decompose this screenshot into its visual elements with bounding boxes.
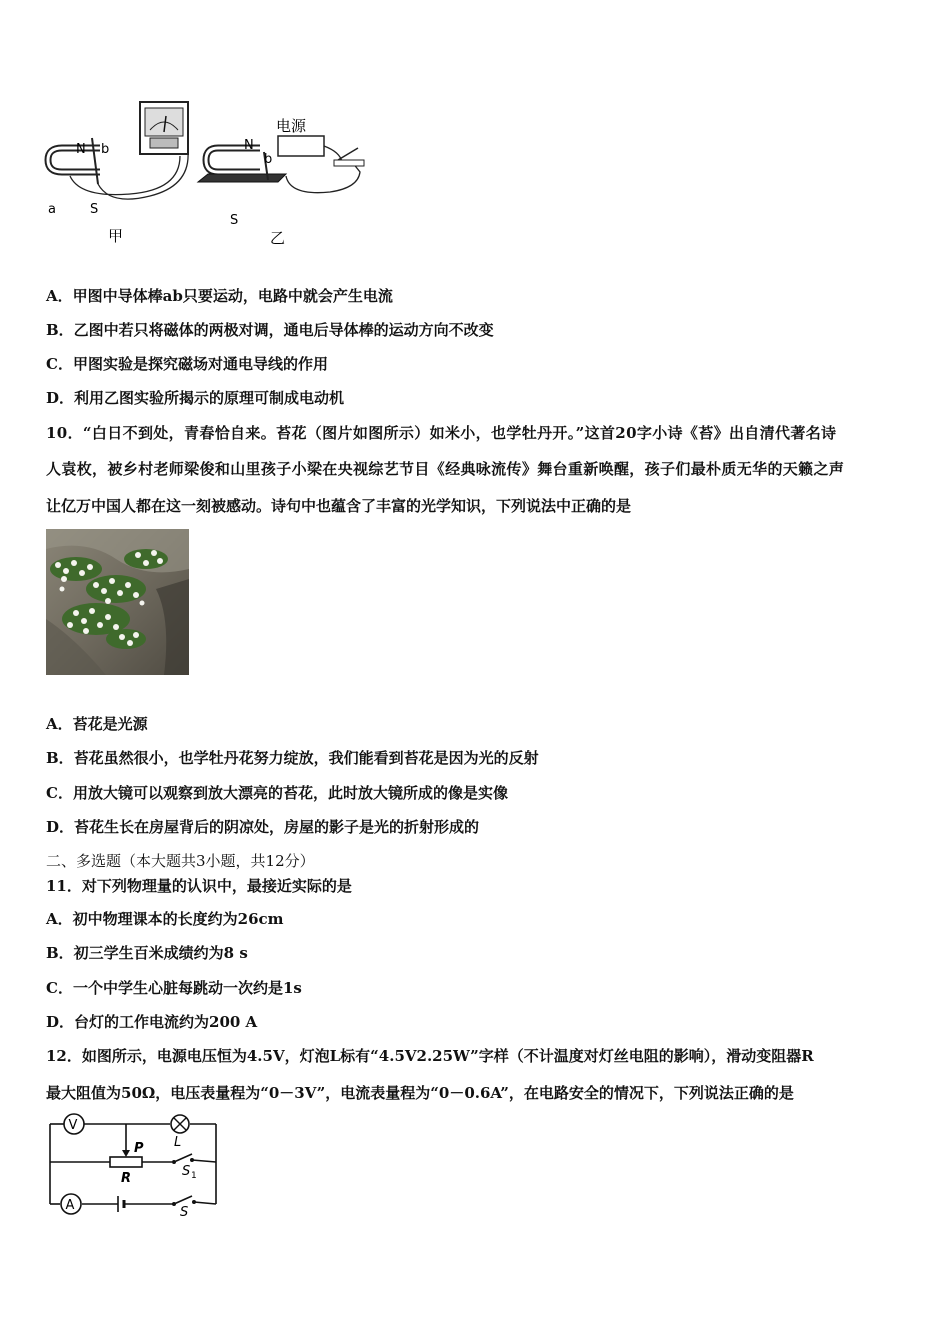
q10-stem-line-3: 让亿万中国人都在这一刻被感动。诗句中也蕴含了丰富的光学知识，下列说法中正确的是: [46, 497, 632, 515]
q9-option-d: D．利用乙图实验所揭示的原理可制成电动机: [46, 389, 345, 407]
moss-flower-photo: [46, 529, 189, 675]
label-a: a: [48, 202, 56, 217]
caption-right: 乙: [270, 229, 286, 247]
wire-right: [286, 162, 360, 193]
label-b-right: b: [264, 152, 273, 167]
q10-option-c: C．用放大镜可以观察到放大漂亮的苔花，此时放大镜所成的像是实像: [46, 784, 508, 802]
q10-option-a: A．苔花是光源: [46, 715, 148, 733]
label-N-right: N: [244, 138, 254, 153]
ammeter-label: A: [65, 1198, 75, 1213]
switch1-subscript: 1: [191, 1171, 197, 1181]
horseshoe-magnet-left: [48, 148, 100, 172]
slider-arrow: [122, 1150, 130, 1157]
resistor-symbol: [110, 1157, 142, 1167]
q10-stem-line-1: 10．“白日不到处，青春恰自来。苔花（图片如图所示）如米小，也学牡丹开。”这首20字小诗《苔》出自清代著名诗: [46, 424, 837, 442]
q11-stem: 11．对下列物理量的认识中，最接近实际的是: [46, 877, 352, 895]
label-b-left: b: [101, 142, 110, 157]
label-S-right: S: [230, 213, 239, 228]
section-heading: 二、多选题（本大题共3小题，共12分）: [46, 852, 315, 870]
label-power: 电源: [276, 117, 307, 135]
q11-option-b: B．初三学生百米成绩约为8 s: [46, 944, 248, 962]
switch-right: [334, 148, 364, 166]
caption-left: 甲: [108, 227, 124, 245]
q9-option-a: A．甲图中导体棒ab只要运动，电路中就会产生电流: [46, 287, 393, 305]
switch1-label: S: [182, 1164, 191, 1179]
lamp-symbol: [171, 1115, 189, 1133]
q12-stem-line-2: 最大阻值为50Ω，电压表量程为“0－3V”，电流表量程为“0－0.6A”，在电路安全的情况下，下列说法正确的是: [46, 1084, 794, 1102]
q10-option-d: D．苔花生长在房屋背后的阴凉处，房屋的影子是光的折射形成的: [46, 818, 480, 836]
galvanometer: [140, 102, 188, 154]
lamp-label: L: [174, 1135, 182, 1150]
q12-stem-line-1: 12．如图所示，电源电压恒为4.5V，灯泡L标有“4.5V2.25W”字样（不计温度对灯丝电阻的影响），滑动变阻器R: [46, 1047, 814, 1065]
slider-label: P: [134, 1141, 144, 1156]
circuit-diagram: [44, 1112, 228, 1218]
q11-option-a: A．初中物理课本的长度约为26cm: [46, 910, 284, 928]
magnet-experiment-figure: [40, 96, 370, 248]
label-N-left: N: [76, 142, 86, 157]
power-supply: [278, 136, 324, 156]
q11-option-d: D．台灯的工作电流约为200 A: [46, 1013, 258, 1031]
resistor-label: R: [121, 1171, 132, 1186]
q11-option-c: C．一个中学生心脏每跳动一次约是1s: [46, 979, 302, 997]
label-S-left: S: [90, 202, 99, 217]
q10-stem-line-2: 人袁枚，被乡村老师梁俊和山里孩子小梁在央视综艺节目《经典咏流传》舞台重新唤醒，孩子们最朴质无华的天籁之声: [46, 460, 845, 478]
switch-label: S: [180, 1205, 189, 1218]
q10-option-b: B．苔花虽然很小，也学牡丹花努力绽放，我们能看到苔花是因为光的反射: [46, 749, 539, 767]
q9-option-b: B．乙图中若只将磁体的两极对调，通电后导体棒的运动方向不改变: [46, 321, 494, 339]
voltmeter-label: V: [68, 1118, 78, 1133]
rail-base: [198, 174, 286, 182]
q9-option-c: C．甲图实验是探究磁场对通电导线的作用: [46, 355, 328, 373]
